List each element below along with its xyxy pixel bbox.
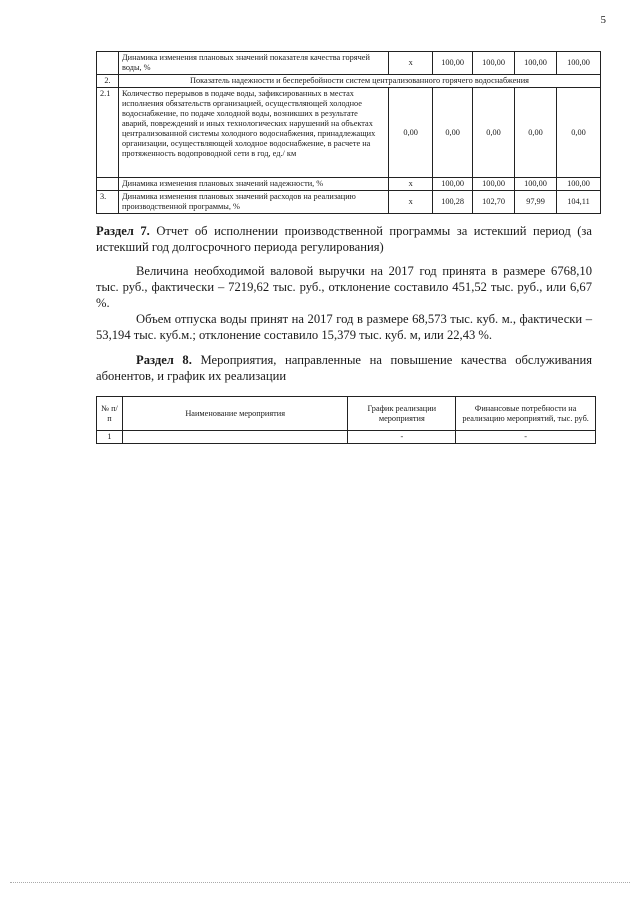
row-value: х — [389, 178, 433, 191]
row-number — [97, 52, 119, 75]
table-row — [97, 52, 601, 75]
row-value: х — [389, 52, 433, 75]
indicators-table — [96, 51, 601, 214]
header-schedule: График реализации мероприятия — [348, 397, 456, 431]
section7-heading — [96, 223, 592, 255]
section8-title: Мероприятия, направленные на повышение качества обслуживания абонентов, и график их реализации — [96, 353, 592, 383]
table-header-row — [97, 397, 596, 431]
cell-financial-needs: - — [456, 431, 596, 444]
row-value: 100,00 — [433, 52, 473, 75]
row-label: Динамика изменения плановых значений показателя качества горячей воды, % — [118, 52, 388, 75]
row-value: 0,00 — [433, 88, 473, 178]
row-label: Динамика изменения плановых значений расходов на реализацию производственной программы, % — [118, 191, 388, 214]
row-value: 100,00 — [515, 52, 557, 75]
measures-table — [96, 396, 596, 444]
row-number: 2. — [97, 75, 119, 88]
section7-number: Раздел 7. — [96, 224, 150, 238]
row-value: 100,00 — [473, 52, 515, 75]
cell-number: 1 — [97, 431, 123, 444]
row-value: 0,00 — [389, 88, 433, 178]
cell-schedule: - — [348, 431, 456, 444]
section8-heading — [96, 352, 592, 384]
row-value: 0,00 — [515, 88, 557, 178]
row-value: 100,00 — [557, 52, 601, 75]
header-measure-name: Наименование мероприятия — [122, 397, 347, 431]
table-row — [97, 178, 601, 191]
row-number: 3. — [97, 191, 119, 214]
header-number: № п/п — [97, 397, 123, 431]
table-row — [97, 191, 601, 214]
row-value: 100,00 — [433, 178, 473, 191]
row-number — [97, 178, 119, 191]
row-value: 0,00 — [557, 88, 601, 178]
row-value: 100,00 — [515, 178, 557, 191]
table-row — [97, 431, 596, 444]
row-label: Динамика изменения плановых значений надежности, % — [118, 178, 388, 191]
row-value: 100,00 — [557, 178, 601, 191]
row-value: 0,00 — [473, 88, 515, 178]
row-value: х — [389, 191, 433, 214]
table-row — [97, 88, 601, 178]
section7-paragraph-volume: Объем отпуска воды принят на 2017 год в размере 68,573 тыс. куб. м., фактически – 53,194 тыс. куб.м.; отклонение составило 15,379 тыс. куб. м, или 22,43 %. — [96, 312, 592, 342]
cell-measure-name — [122, 431, 347, 444]
page-number: 5 — [600, 14, 606, 26]
row-value: 100,28 — [433, 191, 473, 214]
header-financial-needs: Финансовые потребности на реализацию мероприятий, тыс. руб. — [456, 397, 596, 431]
page-bottom-divider — [10, 882, 630, 883]
table-row — [97, 75, 601, 88]
row-value: 104,11 — [557, 191, 601, 214]
row-value: 97,99 — [515, 191, 557, 214]
row-number: 2.1 — [97, 88, 119, 178]
section8-number: Раздел 8. — [136, 353, 192, 367]
row-section-title: Показатель надежности и бесперебойности систем централизованного горячего водоснабжения — [118, 75, 600, 88]
section7-title: Отчет об исполнении производственной программы за истекший период (за истекший год долгосрочного периода регулирования) — [96, 224, 592, 254]
row-value: 100,00 — [473, 178, 515, 191]
row-label: Количество перерывов в подаче воды, зафиксированных в местах исполнения обязательств организацией, осуществляющей холодное водоснабжение, по подаче холодной воды, возникших в результате аварий, повреждений и иных технологических нарушений на объектах централизованной системы холодного водоснабжения, принадлежащих организации, осуществляющей холодное водоснабжение, в расчете на протяженность водопроводной сети в год, ед./ км — [118, 88, 388, 178]
section7-paragraph-revenue: Величина необходимой валовой выручки на 2017 год принята в размере 6768,10 тыс. руб., фактически – 7219,62 тыс. руб., отклонение составило 451,52 тыс. руб., или 6,67 %. — [96, 264, 592, 310]
row-value: 102,70 — [473, 191, 515, 214]
